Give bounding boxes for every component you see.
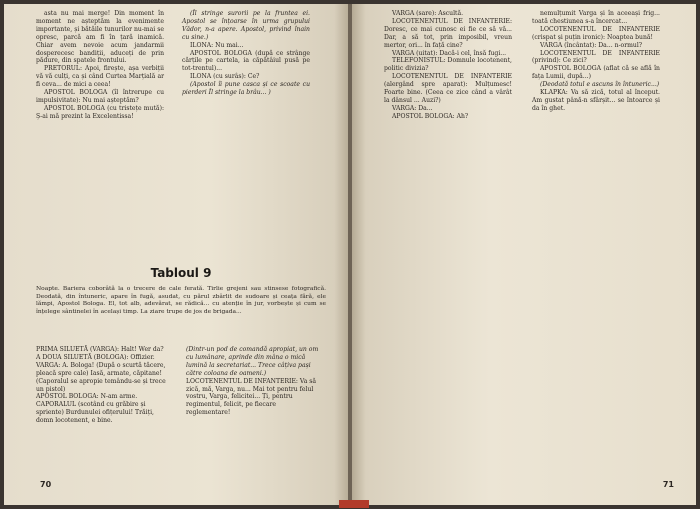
right-column-2 [532, 10, 660, 113]
paragraph: VARGA: Da... [392, 104, 433, 112]
paragraph: LOCOTENENTUL DE INFANTERIE: Va să zică, mă, Varga, nu... Mai tot pentru felul vostru, Varga, felicitei... Ți, pentru regimentul, felicit, pe fiecare reglementare! [186, 377, 317, 417]
paragraph: LOCOTENENTUL DE INFANTERIE (privind): Ce zici? [532, 49, 660, 65]
page-number: 71 [662, 480, 674, 489]
paragraph: TELEFONISTUL: Domnule locotenent, politic divizia? [384, 57, 512, 73]
left-lower-column-1 [36, 346, 171, 425]
paragraph: CAPORALUL (scotând cu grăbire și spriente) Burdunulei ofițerului! Trăiți, domn locotenent, e bine. [36, 401, 154, 425]
bookmark-ribbon [339, 500, 369, 508]
paragraph: A DOUA SILUETĂ (BOLOGA): Offizier. [36, 353, 155, 361]
tablou-section [36, 266, 326, 322]
paragraph: LOCOTENENTUL DE INFANTERIE (alergând spre aparat): Mulțumesc! Foarte bine. (Ceea ce zice când a vârât la dânsul ... Auzi?) [384, 73, 512, 104]
stage-directions: Noapte. Bariera coborâtă la o trecere de cale ferată. Tirlie grejeni sau stinsese fotografică. Deodată, din întuneric, apare în fugă, asudat, cu părul zbârlit de sudoare și ceața fără, ele lămpi, Apostol Bologa. El, tot alb, adevărat, se rădică... cu atenție în jur, vorbește și cum se înțelege sântinelei în același timp. La ziare trupe de jos de brigada... [36, 286, 326, 315]
paragraph: nemulțumit Varga și în aceeași frig... toată chestiunea s-a încercat... [532, 10, 660, 25]
paragraph: (Dintr-un pod de comandă apropiat, un om cu lumânare, aprinde din mâna o mică lumină la secretariat... Trece câțiva pași către coloana de oameni.) [186, 346, 319, 377]
paragraph: PRETORUL: Apoi, firește, așa verbiții vă vă culți, ca și când Curtea Marțială ar fi ceva... de mici a ceea! [36, 65, 164, 89]
section-heading: Tabloul 9 [150, 266, 212, 280]
right-page [352, 4, 696, 505]
paragraph: (Deodată totul e ascuns în întuneric...) [540, 81, 660, 89]
paragraph: APOSTOL BOLOGA (după ce strânge cărțile pe cartela, ia căpătâiul pusă pe tot-trentul)... [182, 49, 310, 73]
paragraph: PRIMA SILUETĂ (VARGA): Halt! Wer da? [36, 346, 164, 353]
paragraph: APOSTOL BOLOGA: Ah? [392, 112, 469, 120]
left-column-2 [182, 10, 310, 97]
right-column-1 [384, 10, 512, 121]
paragraph: LOCOTENENTUL DE INFANTERIE: Doresc, ce mai cunosc ei fie ce să vă... Dar, a să tot, prin imposibil, vreun mertor, ori... în față cine? [384, 17, 512, 49]
left-page [4, 4, 348, 505]
paragraph: KLAPKA: Va să zică, totul al început. Am gustat până-n sfârșit... se întoarce și da în ghet. [532, 89, 660, 112]
paragraph: VARGA (uitat): Dacă-i cel, însă fugi... [392, 49, 507, 57]
page-number: 70 [40, 480, 52, 489]
paragraph: VARGA (încântat): Da... n-ormul? [540, 41, 643, 49]
paragraph: APOSTOL BOLOGA: N-am arme. [36, 393, 138, 401]
paragraph: VARGA (sare): Ascultă. [392, 10, 464, 17]
book-spread [4, 4, 696, 505]
paragraph: (Apostol îi pune casca și ce scoate cu pierderi Îl stringe la brâu... ) [182, 81, 310, 97]
left-column-1 [36, 10, 164, 121]
paragraph: ILONA: Nu mai... [190, 41, 244, 49]
paragraph: APOSTOL BOLOGA (aflat că se află în fața Lumii, după...) [532, 65, 660, 81]
paragraph: APOSTOL BOLOGA (cu tristețe mută): Ș-ai mă prezint la Excelentissa! [36, 104, 164, 120]
paragraph: (Îl stringe surorii pe la fruntea ei. Apostol se înțoarse în urma grupului Vădor, n-a apere. Apostol, privind înain cu sine.) [182, 10, 310, 41]
paragraph: APOSTOL BOLOGA (îl întrerupe cu impulsivitate): Nu mai așteptăm? [36, 89, 164, 104]
paragraph: VARGA: A. Bologa! (După o scurtă tăcere, pleacă spre cale) Iasă, armate, căpitane! (Caporalul se apropie temându-se și trece un pistol) [36, 361, 166, 393]
paragraph: ILONA (cu surâs): Ce? [190, 73, 260, 81]
paragraph: asta nu mai merge! Din moment în moment ne așteptăm la evenimente importante, și bătăile tunurilor nu-mai se opresc, parcă am fi în țară inamică. Chiar avem nevoie acum jandarmii dosperecesc bandiții, aduceți de prin pădure, din spatele frontului. [36, 10, 164, 65]
paragraph: LOCOTENENTUL DE INFANTERIE (crispat și puțin ironic): Noaptea bună! [532, 25, 660, 41]
left-lower-column-2 [186, 346, 321, 417]
